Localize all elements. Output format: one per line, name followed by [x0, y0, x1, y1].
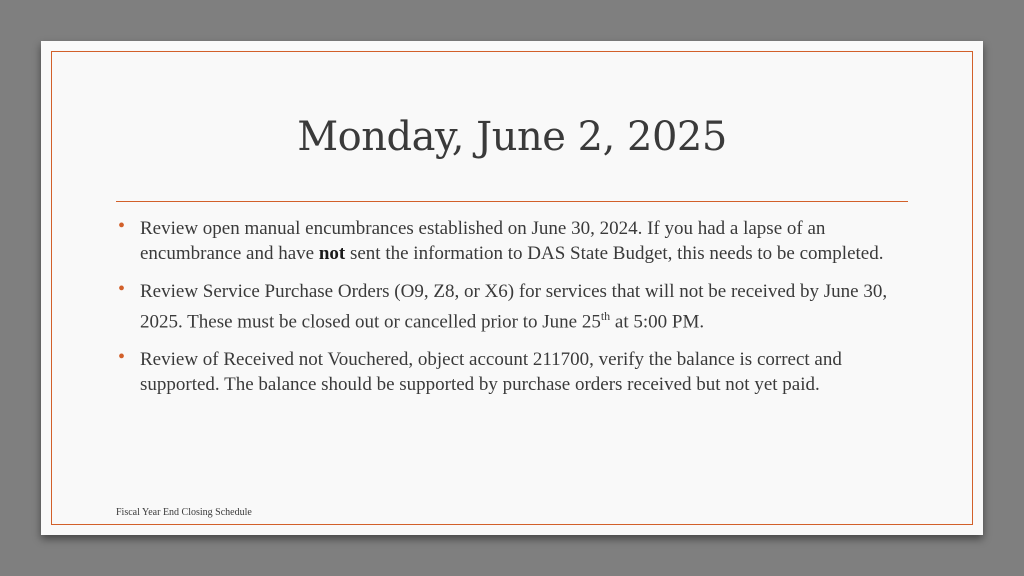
slide	[41, 41, 983, 535]
bullet-superscript: th	[600, 309, 611, 323]
slide-footer: Fiscal Year End Closing Schedule	[116, 507, 252, 518]
bullet-text: Review Service Purchase Orders (O9, Z8, or X6) for services that will not be received by June 30, 2025. These must be closed out or cancelled prior to June 25	[140, 281, 888, 333]
bullet-icon: •	[118, 278, 126, 300]
slide-title: Monday, June 2, 2025	[297, 114, 727, 160]
bullet-item-received-not-vouchered	[116, 347, 916, 397]
bullet-icon: •	[118, 215, 126, 237]
bullet-icon: •	[118, 346, 126, 369]
title-divider	[116, 201, 908, 202]
bullet-list	[116, 216, 916, 410]
bullet-text: Review of Received not Vouchered, object account 211700, verify the balance is correct and supported. The balance should be supported by purchase orders received but not yet paid.	[140, 349, 842, 396]
bullet-text-after: sent the information to DAS State Budget, this needs to be completed.	[345, 243, 884, 264]
bullet-text-bold: not	[318, 243, 346, 264]
bullet-item-encumbrances	[116, 216, 916, 266]
bullet-item-service-po	[116, 279, 916, 334]
bullet-text-after: at 5:00 PM.	[610, 311, 705, 333]
bullet-text-before: Review open manual encumbrances established on June 30, 2024. If you had a lapse of an encumbrance and have	[140, 218, 826, 264]
